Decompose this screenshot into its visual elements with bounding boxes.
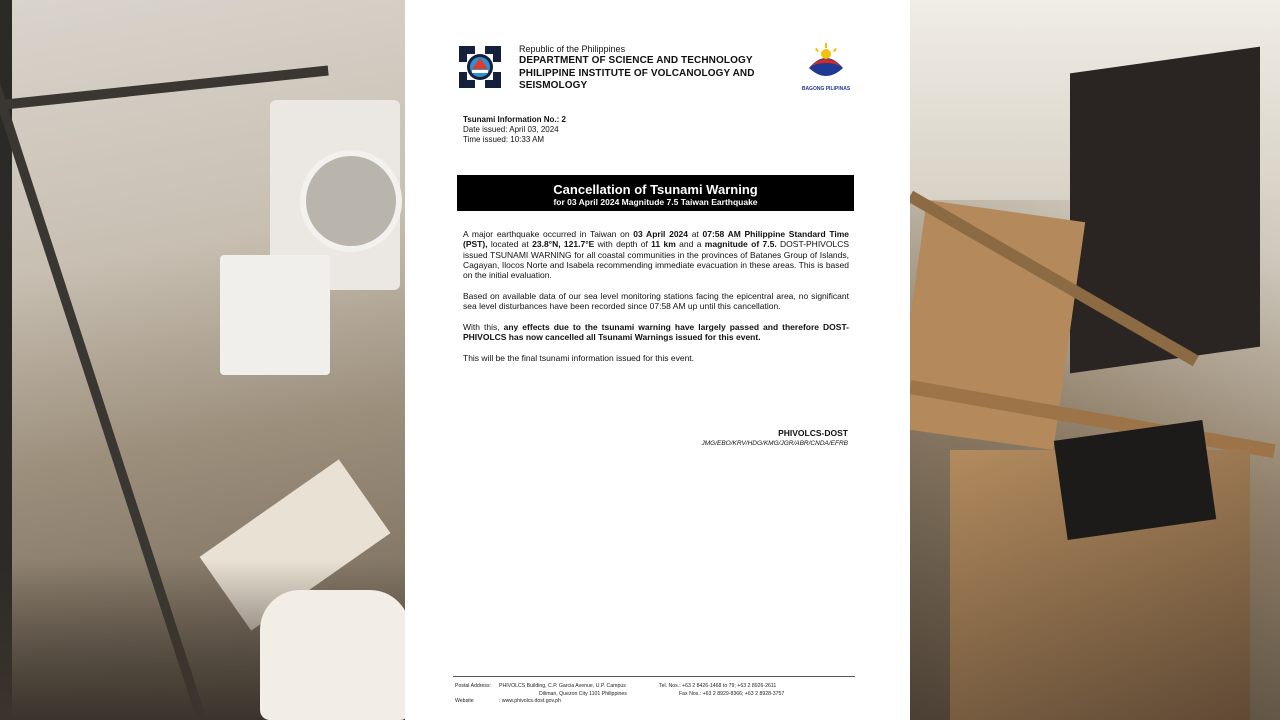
bulletin-title: Cancellation of Tsunami Warning [553,182,758,197]
washing-machine-door [300,150,402,252]
p1-text-f: and a [675,239,705,250]
signature-block [701,428,848,448]
document-footer [455,683,855,706]
paragraph-2: Based on available data of our sea level monitoring stations facing the epicentral area, no significant sea level disturbances have been recorded since 07:58 AM up until this cancellation. [463,290,849,312]
telephone-numbers: Tel. Nos.: +63 2 8426-1468 to 79; +63 2 8926-2611 [659,683,777,689]
dehumidifier [220,255,330,375]
time-issued: Time issued: 10:33 AM [463,135,545,144]
website-label: Website [455,698,474,704]
p1-magnitude: magnitude of 7.5. [704,239,777,250]
background-photo-left [0,0,405,720]
postal-address-line-1: PHIVOLCS Building, C.P. Garcia Avenue, U.P. Campus [499,683,626,689]
p3-text-bold: any effects due to the tsunami warning have largely passed and therefore DOST-PHIVOLCS has now cancelled all Tsunami Warnings issued for this event. [463,322,850,343]
bulletin-subtitle: for 03 April 2024 Magnitude 7.5 Taiwan Earthquake [553,197,758,207]
p1-text-a: A major earthquake occurred in Taiwan on [463,229,634,239]
p1-depth: 11 km [651,239,676,250]
speaker [1054,420,1216,540]
p1-text-e: with depth of [594,239,652,250]
postal-address-line-2: Diliman, Quezon City 1101 Philippines [539,690,627,697]
cushion [260,590,405,720]
p1-text-c: at [688,229,703,239]
background-photo-right [910,0,1280,720]
dost-logo [455,42,505,92]
fax-numbers: Fax Nos.: +63 2 8929-8366; +63 2 8928-3757 [679,690,785,697]
footer-divider [453,676,855,677]
p1-text-d: located at [487,239,533,250]
agency-name-line-2: PHILIPPINE INSTITUTE OF VOLCANOLOGY AND [519,67,755,79]
p1-location: 23.8°N, 121.7°E [532,239,595,250]
bulletin-body [463,229,849,374]
p1-time: 07:58 AM Philippine Standard Time (PST), [463,229,850,250]
p3-text-a: With this, [463,322,504,333]
bulletin-info [463,115,566,145]
tsunami-bulletin-document [405,0,910,720]
signatory-initials: JMG/EBO/KRV/HDG/KMG/JGR/ABR/CNDA/EFRB [701,440,848,447]
postal-address-label: Postal Address: [455,683,492,689]
republic-label: Republic of the Philippines [519,44,626,54]
agency-name-line-3: SEISMOLOGY [519,80,588,91]
agency-name-line-1: DEPARTMENT OF SCIENCE AND TECHNOLOGY [519,55,753,66]
tsunami-info-number: Tsunami Information No.: 2 [463,115,566,124]
bagong-pilipinas-logo [799,40,853,94]
website-url[interactable]: : www.phivolcs.dost.gov.ph [499,698,561,704]
date-issued: Date issued: April 03, 2024 [463,125,559,134]
paragraph-1 [463,229,849,280]
dark-cabinet [1070,47,1260,374]
bagong-pilipinas-text: BAGONG PILIPINAS [801,86,851,92]
paragraph-4: This will be the final tsunami information issued for this event. [463,353,695,364]
header-text [519,44,779,93]
p1-date: 03 April 2024 [633,229,689,239]
p1-text-g: DOST-PHIVOLCS issued TSUNAMI WARNING for all coastal communities in the provinces of Batanes Group of Islands, Cagayan, Ilocos Norte and Isabela recommending immediate evacuation in these areas. This is based on the initial evaluation. [463,239,850,281]
paragraph-3 [463,322,849,343]
title-banner [457,175,854,211]
signatory: PHIVOLCS-DOST [778,428,848,438]
